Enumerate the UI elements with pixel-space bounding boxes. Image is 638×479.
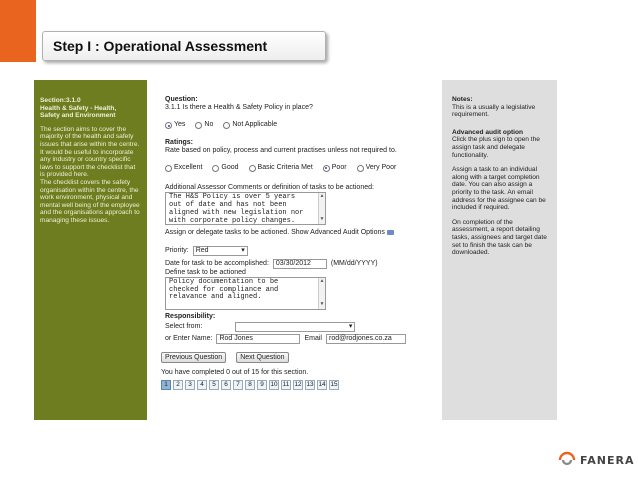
- page-button[interactable]: 2: [173, 380, 183, 390]
- task-line: checked for compliance and: [169, 285, 279, 294]
- comment-line: aligned with new legislation nor: [169, 209, 304, 218]
- plus-icon[interactable]: [387, 230, 394, 235]
- define-task-textarea[interactable]: [165, 277, 326, 310]
- section-title: [40, 97, 141, 120]
- rating-basic-criteria-met[interactable]: Basic Criteria Met: [249, 164, 313, 172]
- page-button[interactable]: 15: [330, 381, 338, 389]
- section-name-line1: Health & Safety - Health,: [40, 104, 117, 112]
- assign-tasks-text[interactable]: Assign or delegate tasks to be actioned. Show Advanced Audit Options: [165, 229, 385, 237]
- comments-label: Additional Assessor Comments or definition of tasks to be actioned:: [165, 184, 374, 192]
- page-button[interactable]: 6: [221, 380, 231, 390]
- date-format-hint: (MM/dd/YYYY): [330, 259, 378, 267]
- page-button[interactable]: 10: [270, 381, 278, 389]
- section-checklist-description: The checklist covers the safety organisation within the centre, the work environment, physical and mental well being of the employee and the organisations approach to managing these issues.: [40, 178, 140, 224]
- next-question-button[interactable]: Next Question: [236, 352, 288, 363]
- assign-link-row: [165, 229, 442, 237]
- date-label: Date for task to be accomplished:: [165, 259, 269, 267]
- rating-options: [165, 164, 442, 172]
- page-button[interactable]: 13: [306, 381, 314, 389]
- page-button[interactable]: 11: [282, 381, 290, 389]
- select-from-label: Select from:: [165, 322, 203, 330]
- radio-icon[interactable]: [195, 122, 202, 129]
- assessment-frame: [34, 80, 557, 420]
- page-button[interactable]: 12: [294, 381, 302, 389]
- priority-label: Priority:: [165, 246, 189, 254]
- page-button[interactable]: 3: [185, 380, 195, 390]
- answer-no[interactable]: No: [195, 121, 213, 129]
- page-button[interactable]: 8: [245, 380, 255, 390]
- completion-help: On completion of the assessment, a report detailing tasks, assignees and target date set to finish the task can be downloaded.: [452, 218, 547, 257]
- rating-very-poor[interactable]: Very Poor: [357, 164, 397, 172]
- chevron-down-icon: ▾: [348, 322, 353, 330]
- notes-panel: [442, 80, 557, 420]
- section-number: Section:3.1.0: [40, 97, 81, 104]
- notes-text: This is a usually a legislative requirement.: [452, 103, 536, 119]
- radio-icon[interactable]: [323, 165, 330, 172]
- radio-icon[interactable]: [223, 122, 230, 129]
- priority-select[interactable]: Red ▾: [193, 246, 248, 256]
- rating-poor[interactable]: Poor: [323, 164, 347, 172]
- chevron-down-icon: ▾: [241, 246, 245, 254]
- radio-icon[interactable]: [165, 122, 172, 129]
- question-form: [147, 80, 442, 420]
- logo-swirl-icon: [557, 451, 577, 469]
- advanced-option-text: Click the plus sign to open the assign task and delegate functionality.: [452, 136, 540, 159]
- enter-name-row: [165, 334, 442, 344]
- ratings-label: Ratings:: [165, 138, 193, 146]
- comments-scrollbar[interactable]: ▲ ▼: [318, 193, 325, 224]
- comment-line: The H&S Policy is over 5 years: [169, 193, 296, 202]
- radio-icon[interactable]: [249, 165, 256, 172]
- question-label: Question:: [165, 96, 198, 103]
- email-input[interactable]: rod@rodjones.co.za: [326, 334, 406, 344]
- page-button[interactable]: 5: [209, 380, 219, 390]
- priority-row: [165, 246, 442, 256]
- question-text: 3.1.1 Is there a Health & Safety Policy in place?: [165, 104, 313, 112]
- page-selector: [161, 380, 442, 390]
- orange-accent-bar: [0, 0, 36, 62]
- logo-text: FANERA: [580, 453, 635, 467]
- date-row: [165, 259, 442, 269]
- rating-good[interactable]: Good: [212, 164, 238, 172]
- rating-excellent[interactable]: Excellent: [165, 164, 202, 172]
- responsibility-label: Responsibility:: [165, 312, 216, 320]
- progress-text: You have completed 0 out of 15 for this section.: [161, 369, 309, 377]
- ratings-instruction: Rate based on policy, process and current practises unless not required to.: [165, 146, 397, 154]
- notes-label: Notes:: [452, 96, 473, 103]
- section-name-line2: Safety and Environment: [40, 112, 116, 120]
- advanced-option-label: Advanced audit option: [452, 128, 524, 136]
- answer-options: [165, 121, 442, 129]
- define-task-label: Define task to be actioned: [165, 268, 246, 276]
- comment-line: with corporate policy changes.: [169, 216, 296, 225]
- name-input[interactable]: Rod Jones: [216, 334, 300, 344]
- email-label: Email: [304, 334, 322, 342]
- task-line: relavance and aligned.: [169, 293, 262, 302]
- page-button[interactable]: 1: [161, 380, 171, 390]
- nav-buttons: [161, 352, 442, 363]
- assign-task-help: Assign a task to an individual along with a target completion date. You can also assign a priority to the task. An email address for the assignee can be included if required.: [452, 166, 546, 212]
- section-description: The section aims to cover the majority of the health and safety issues that arise within the centre. It would be useful to incorporate any industry or country specific laws to support the checklist that is provided here.: [40, 125, 140, 179]
- section-info-panel: [34, 80, 147, 420]
- answer-yes[interactable]: Yes: [165, 121, 185, 129]
- page-button[interactable]: 9: [257, 380, 267, 390]
- slide-title: Step I : Operational Assessment: [42, 31, 326, 61]
- fanera-logo: [557, 451, 634, 469]
- radio-icon[interactable]: [212, 165, 219, 172]
- page-button[interactable]: 4: [197, 380, 207, 390]
- answer-not-applicable[interactable]: Not Applicable: [223, 121, 277, 129]
- page-button[interactable]: 14: [318, 381, 326, 389]
- task-line: Policy documentation to be: [169, 277, 279, 286]
- comment-line: out of date and has not been: [169, 201, 287, 210]
- previous-question-button[interactable]: Previous Question: [161, 352, 226, 363]
- radio-icon[interactable]: [357, 165, 364, 172]
- radio-icon[interactable]: [165, 165, 172, 172]
- enter-name-label: or Enter Name:: [165, 334, 213, 342]
- select-from-row: [165, 322, 442, 332]
- assignee-select[interactable]: [235, 322, 355, 332]
- page-button[interactable]: 7: [233, 380, 243, 390]
- date-input[interactable]: 03/30/2012: [273, 259, 327, 269]
- task-scrollbar[interactable]: ▲ ▼: [318, 278, 325, 309]
- comments-textarea[interactable]: [165, 192, 326, 225]
